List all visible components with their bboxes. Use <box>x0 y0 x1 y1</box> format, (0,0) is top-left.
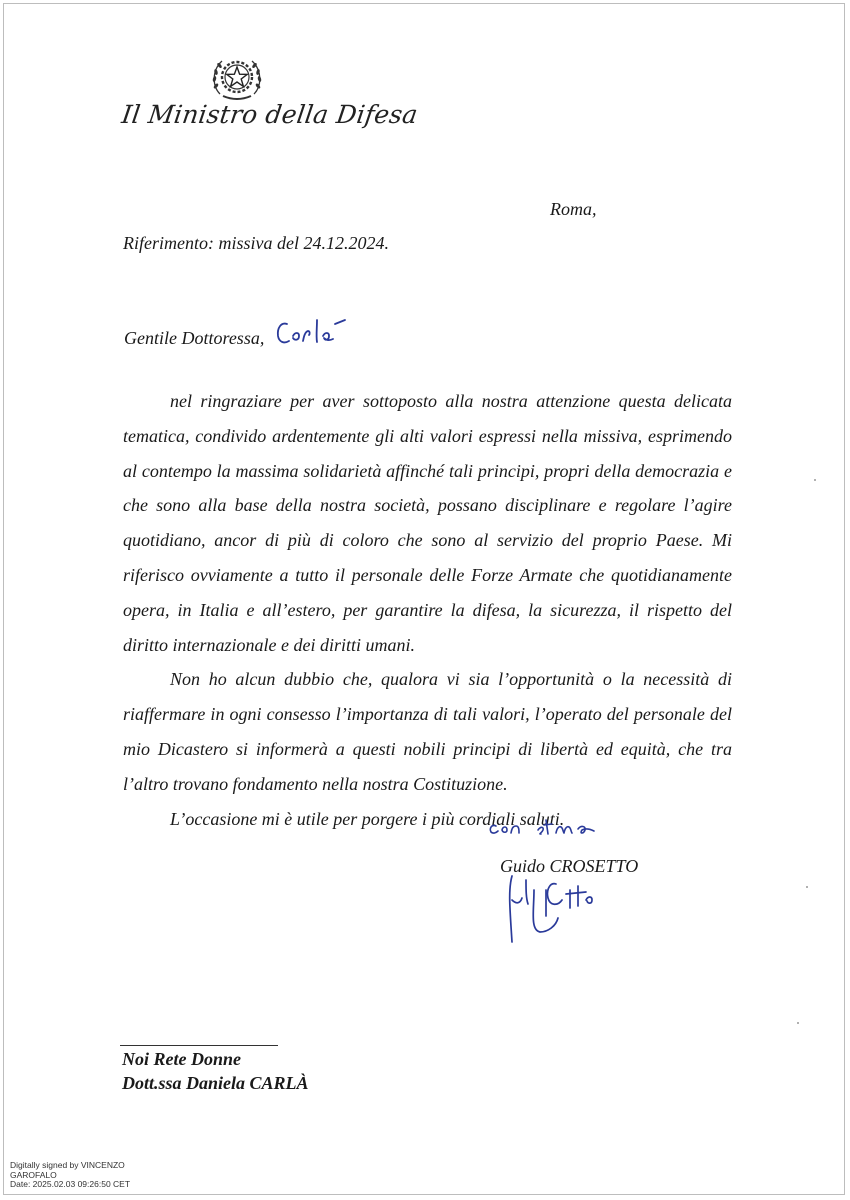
ministry-title: Il Ministro della Difesa <box>119 100 420 129</box>
recipient-name: Dott.ssa Daniela CARLÀ <box>122 1073 309 1093</box>
signer-name: Guido CROSETTO <box>500 856 639 876</box>
scan-speck <box>806 886 808 888</box>
handwritten-signature-icon <box>490 860 630 948</box>
letter-reference: Riferimento: missiva del 24.12.2024. <box>123 233 389 253</box>
recipient-organization: Noi Rete Donne <box>122 1049 241 1069</box>
letter-paragraph: L’occasione mi è utile per porgere i più cordiali saluti. <box>170 808 565 829</box>
digital-signature-line: Digitally signed by VINCENZO <box>10 1160 125 1170</box>
separator-line <box>120 1045 278 1046</box>
handwritten-closing <box>486 812 626 840</box>
letter-place: Roma, <box>550 199 597 219</box>
letter-greeting: Gentile Dottoressa, <box>124 328 265 348</box>
letter-paragraph: Non ho alcun dubbio che, qualora vi sia l’opportunità o la necessità di riaffermare in ogni consesso l’importanza di tali valori, l’operato del personale del mio Dicastero si informerà a questi nobili principi di libertà ed equità, che tra l’altro trovano fondamento nella nostra Costituzione. <box>123 669 732 794</box>
letter-paragraph: nel ringraziare per aver sottoposto alla nostra attenzione questa delicata tematica, condivido ardentemente gli alti valori espressi nella missiva, esprimendo al contempo la massima solidarietà affinché tali principi, propri della democrazia e che sono alla base della nostra società, possano disciplinare e regolare l’agire quotidiano, ancor di più di coloro che sono al servizio del proprio Paese. Mi riferisco ovviamente a tutto il personale delle Forze Armate che quotidianamente opera, in Italia e all’estero, per garantire la difesa, la sicurezza, il rispetto del diritto internazionale e dei diritti umani. <box>123 391 732 655</box>
scan-speck <box>797 1022 799 1024</box>
digital-signature-stamp <box>10 1161 170 1190</box>
scan-speck <box>814 479 816 481</box>
digital-signature-line: Date: 2025.02.03 09:26:50 CET <box>10 1179 131 1189</box>
italian-republic-emblem-icon <box>206 50 268 104</box>
digital-signature-line: GAROFALO <box>10 1169 57 1180</box>
letter-body <box>123 384 732 836</box>
handwritten-greeting-name <box>273 314 365 350</box>
